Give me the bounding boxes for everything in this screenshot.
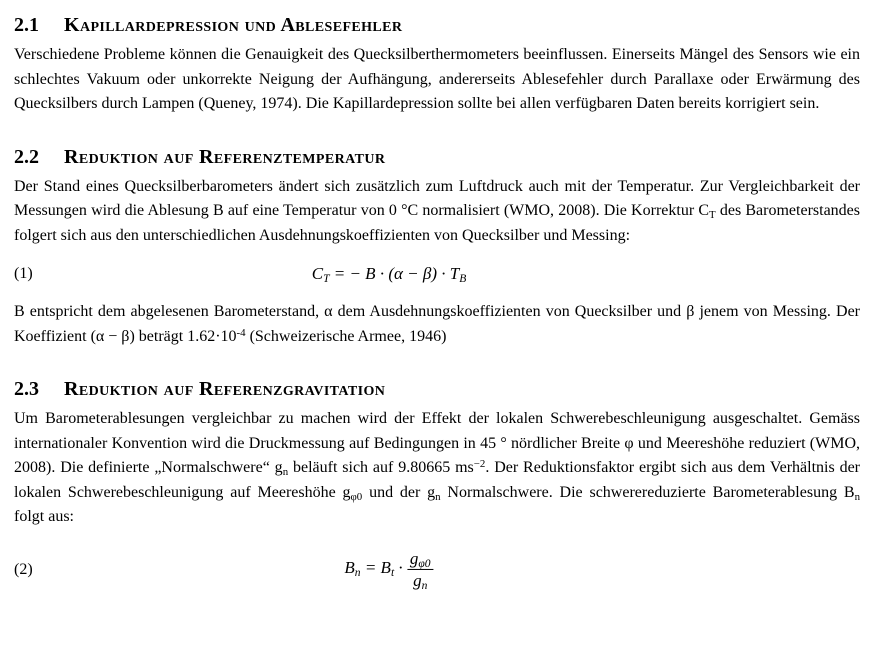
equation-2-formula	[344, 548, 433, 590]
paragraph-koeffizient: B entspricht dem abgelesenen Barometerstand, α dem Ausdehnungskoeffizienten von Quecksilber und β jenem von Messing. Der Koeffizient (α − β) beträgt $1.62\cdot 10^{-4}$ (Schweizerische Armee, 1946)	[14, 303, 860, 345]
section-heading-2-1	[14, 13, 860, 37]
equation-1-formula: $C_T$ = − $B \cdot (\alpha - \beta) \cdot T_B$	[311, 264, 467, 285]
section-title: Kapillardepression und Ablesefehler	[64, 14, 403, 36]
section-referenztemperatur	[14, 145, 860, 350]
equation-1	[14, 257, 860, 291]
paragraph-referenztemperatur: Der Stand eines Quecksilberbarometers ändert sich zusätzlich zum Luftdruck auch mit der Temperatur. Zur Vergleichbarkeit der Messungen wird die Ablesung B auf eine Temperatur von 0 °C normalisiert (WMO, 2008). Die Korrektur $C_T$ des Barometerstandes folgert sich aus den unterschiedlichen Ausdehnungskoeffizienten von Quecksilber und Messing:	[14, 177, 861, 244]
paragraph-kapillardepression: Verschiedene Probleme können die Genauigkeit des Quecksilberthermometers beeinflussen. Einerseits Mängel des Sensors wie ein schlechtes Vakuum oder unkorrekte Neigung der Aufhängung, andererseits Ablesefehler durch Parallaxe oder Erwärmung des Quecksilbers durch Lampen (Queney, 1974). Die Kapillardepression sollte bei allen verfügbaren Daten bereits korrigiert sein.	[14, 46, 860, 112]
section-title: Reduktion auf Referenzgravitation	[64, 378, 386, 400]
equation-2-label: (2)	[14, 560, 33, 578]
section-title: Reduktion auf Referenztemperatur	[64, 145, 386, 168]
section-number: 2.2	[14, 145, 39, 168]
fraction-denominator: $g_n$	[413, 571, 428, 592]
section-heading-2-3	[14, 377, 860, 401]
section-heading-2-2	[14, 145, 860, 169]
equation-1-label: (1)	[14, 265, 33, 282]
section-number: 2.3	[14, 378, 39, 400]
section-number: 2.1	[14, 14, 39, 36]
paragraph-referenzgravitation: Um Barometerablesungen vergleichbar zu machen wird der Effekt der lokalen Schwerebeschleunigung ausgeschaltet. Gemäss internationaler Konvention wird die Druckmessung auf Bedingungen in 45 ° nördlicher Breite φ und Meereshöhe reduziert (WMO, 2008). Die definierte „Normalschwere“ $g_n$ beläuft sich auf 9.80665 $ms^{-2}$. Der Reduktionsfaktor ergibt sich aus dem Verhältnis der lokalen Schwerebeschleunigung auf Meereshöhe $g_{\varphi 0}$ und der $g_n$ Normalschwere. Die schwerereduzierte Barometerablesung $B_n$ folgt aus:	[14, 410, 861, 525]
section-referenzgravitation	[14, 377, 860, 598]
equation-2	[14, 542, 860, 598]
equation-2-fraction	[407, 548, 434, 590]
equation-2-lhs: $B_n = B_t$ ·	[344, 558, 407, 580]
fraction-numerator: $g_{\varphi 0}$	[407, 548, 434, 570]
section-kapillardepression	[14, 13, 860, 117]
